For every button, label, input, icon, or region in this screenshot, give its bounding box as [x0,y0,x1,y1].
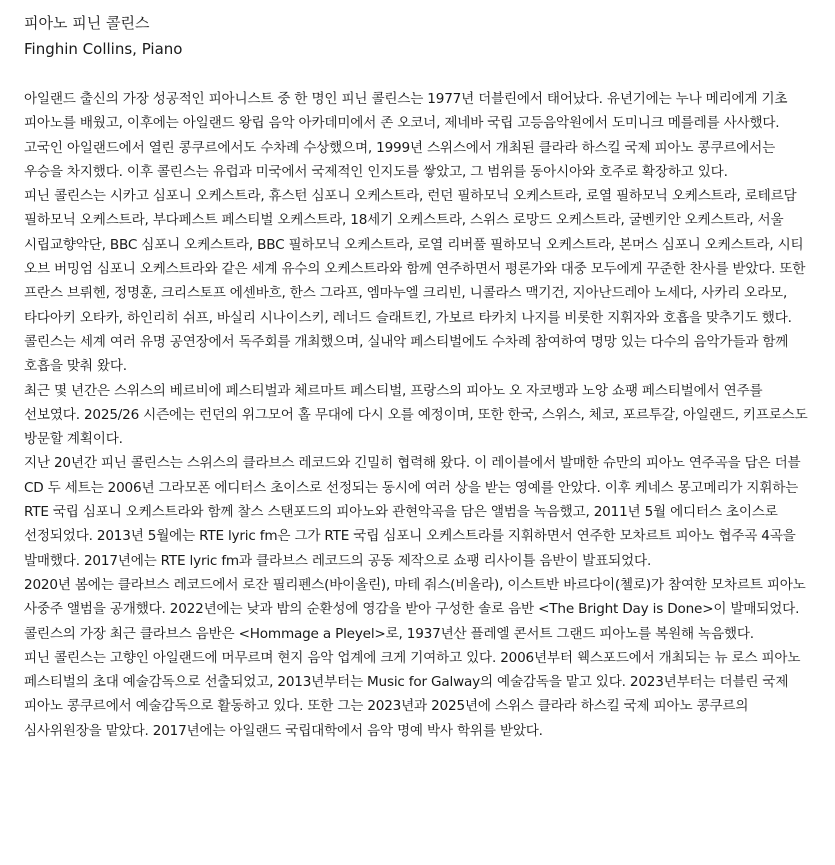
page-subtitle: Finghin Collins, Piano [24,40,183,58]
paragraph-recent-festivals: 최근 몇 년간은 스위스의 베르비에 페스티벌과 체르마트 페스티벌, 프랑스의 피아노 오 자코뱅과 노앙 쇼팽 페스티벌에서 연주를 선보였다. 2025/26 시즌에는 런던의 위그모어 홀 무대에 다시 오를 예정이며, 또한 한국, 스위스, 체코, 포르투갈, 아일랜드, 키프로스도 방문할 계획이다. [24,382,808,448]
paragraph-orchestras: 피닌 콜린스는 시카고 심포니 오케스트라, 휴스턴 심포니 오케스트라, 런던 필하모닉 오케스트라, 로열 필하모닉 오케스트라, 로테르담 필하모닉 오케스트라, 부다페스트 페스티벌 오케스트라, 18세기 오케스트라, 스위스 로망드 오케스트라, 굴벤키안 오케스트라, 서울 시립교향악단, BBC 심포니 오케스트라, BBC 필하모닉 오케스트라, 로열 리버풀 필하모닉 오케스트라, 본머스 심포니 오케스트라, 시티 오브 버밍엄 심포니 오케스트라와 같은 세계 유수의 오케스트라와 함께 연주하면서 평론가와 대중 모두에게 꾸준한 찬사를 받았다. 또한 프란스 브뤼헨, 정명훈, 크리스토프 에센바흐, 한스 그라프, 엠마누엘 크리빈, 니콜라스 맥기건, 지아난드레아 노세다, 사카리 오라모, 타다아키 오타카, 하인리히 쉬프, 바실리 시나이스키, 레너드 슬래트킨, 가보르 타카치 나지를 비롯한 지휘자와 호흡을 맞추기도 했다. 콜린스는 세계 여러 유명 공연장에서 독주회를 개최했으며, 실내악 페스티벌에도 수차례 참여하여 명망 있는 다수의 음악가들과 함께 호흡을 맞춰 왔다. [24,188,806,375]
paragraph-recordings: 지난 20년간 피닌 콜린스는 스위스의 클라브스 레코드와 긴밀히 협력해 왔다. 이 레이블에서 발매한 슈만의 피아노 연주곡을 담은 더블 CD 두 세트는 2006년 그라모폰 에디터스 초이스로 선정되는 동시에 여러 상을 받는 영예를 안았다. 이후 케네스 몽고메리가 지휘하는 RTE 국립 심포니 오케스트라와 함께 찰스 스탠포드의 피아노와 관현악곡을 담은 앨범을 녹음했고, 2011년 5월 에디터스 초이스로 선정되었다. 2013년 5월에는 RTE lyric fm은 그가 RTE 국립 심포니 오케스트라를 지휘하면서 연주한 모차르트 피아노 협주곡 4곡을 발매했다. 2017년에는 RTE lyric fm과 클라브스 레코드의 공동 제작으로 쇼팽 리사이틀 음반이 발표되었다. [24,455,801,569]
page-title: 피아노 피닌 콜린스 [24,14,150,32]
paragraph-recent-albums: 2020년 봄에는 클라브스 레코드에서 로잔 필리펜스(바이올린), 마테 줘스(비올라), 이스트반 바르다이(첼로)가 참여한 모차르트 피아노 사중주 앨범을 공개했다. 2022년에는 낮과 밤의 순환성에 영감을 받아 구성한 솔로 음반 <The Bright Day is Done>이 발매되었다. 콜린스의 가장 최근 클라브스 음반은 <Hommage a Pleyel>로, 1937년산 플레엘 콘서트 그랜드 피아노를 복원해 녹음했다. [24,576,806,642]
paragraph-contributions: 피닌 콜린스는 고향인 아일랜드에 머무르며 현지 음악 업계에 크게 기여하고 있다. 2006년부터 웩스포드에서 개최되는 뉴 로스 피아노 페스티벌의 초대 예술감독으로 선출되었고, 2013년부터는 Music for Galway의 예술감독을 맡고 있다. 2023년부터는 더블린 국제 피아노 콩쿠르에서 예술감독으로 활동하고 있다. 또한 그는 2023년과 2025년에 스위스 클라라 하스킬 국제 피아노 콩쿠르의 심사위원장을 맡았다. 2017년에는 아일랜드 국립대학에서 음악 명예 박사 학위를 받았다. [24,649,801,739]
paragraph-early-life: 아일랜드 출신의 가장 성공적인 피아니스트 중 한 명인 피닌 콜린스는 1977년 더블린에서 태어났다. 유년기에는 누나 메리에게 기초 피아노를 배웠고, 이후에는 아일랜드 왕립 음악 아카데미에서 존 오코너, 제네바 국립 고등음악원에서 도미니크 메를레를 사사했다. 고국인 아일랜드에서 열린 콩쿠르에서도 수차례 수상했으며, 1999년 스위스에서 개최된 클라라 하스킬 국제 피아노 콩쿠르에서는 우승을 차지했다. 이후 콜린스는 유럽과 미국에서 국제적인 인지도를 쌓았고, 그 범위를 동아시아와 호주로 확장하고 있다. [24,91,788,180]
